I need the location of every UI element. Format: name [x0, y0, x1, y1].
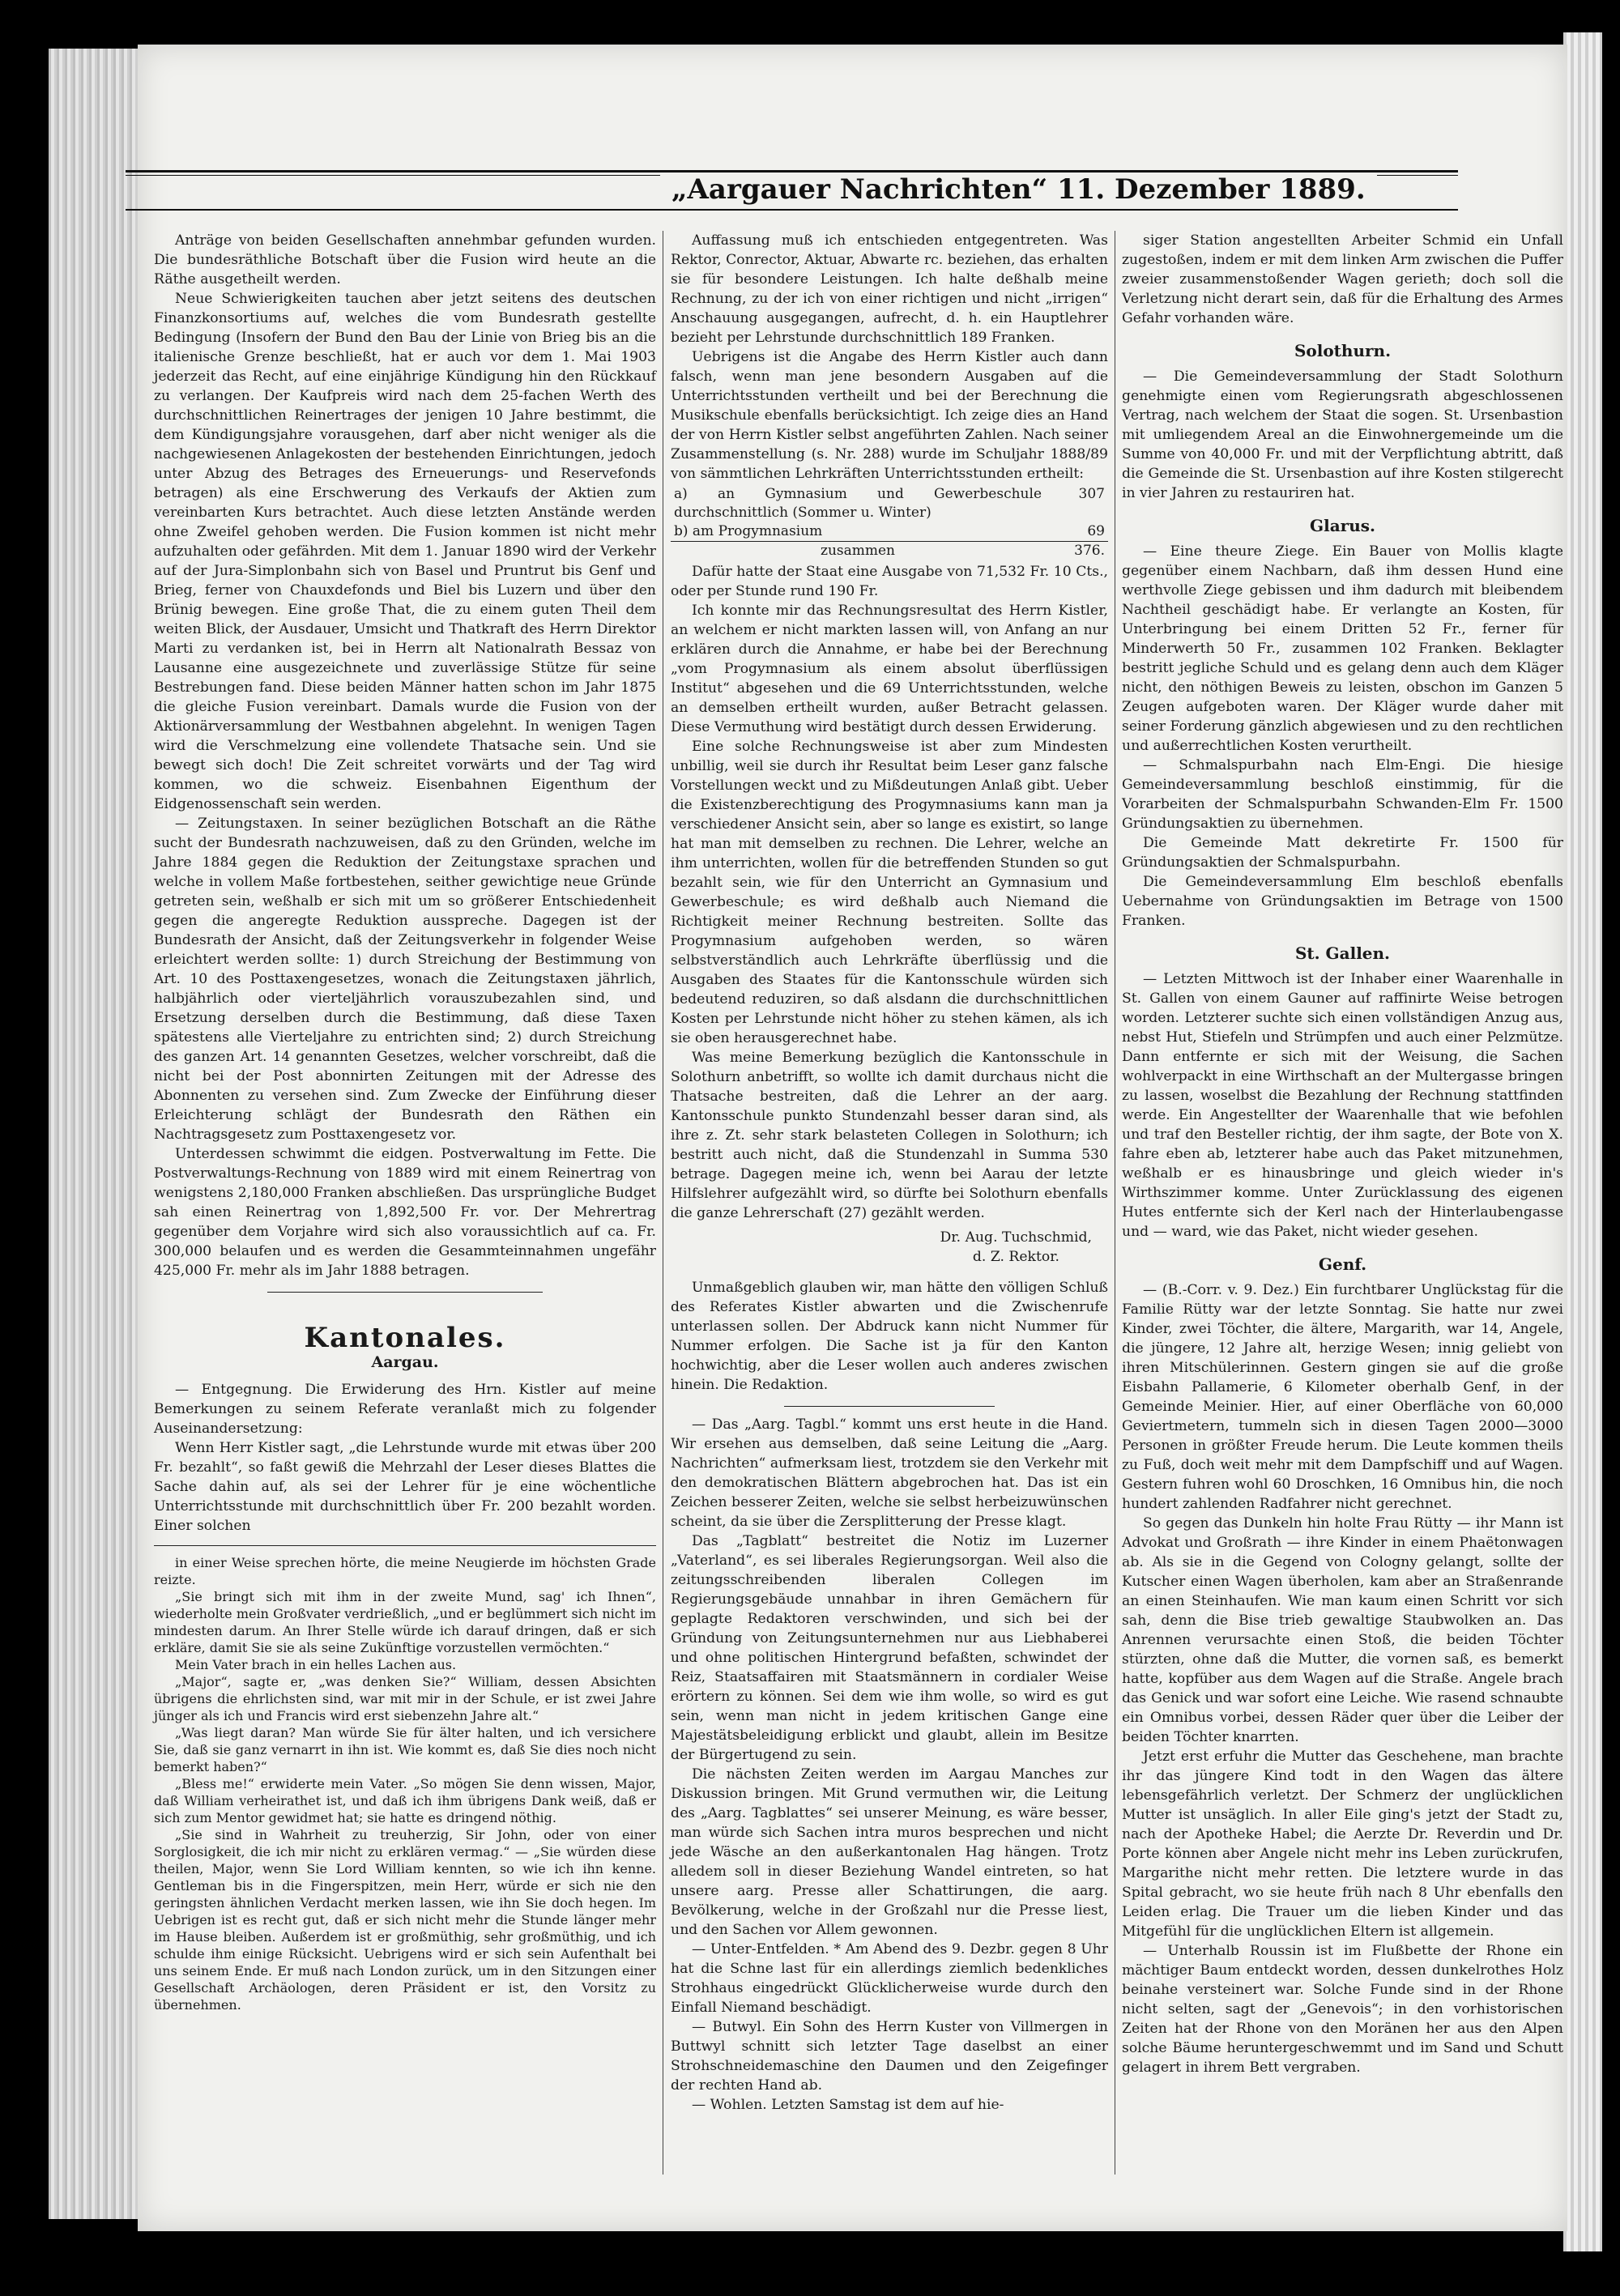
article-paragraph: — Das „Aarg. Tagbl.“ kommt uns erst heute in die Hand. Wir ersehen aus demselben, daß seine Leitung die „Aarg. Nachrichten“ aufmerksam liest, trotzdem sie den Verkehr mit den demokratischen Blättern abgebrochen hat. Das ist ein Zeichen besserer Zeiten, welche sie selbst herbeizuwünschen scheint, da sie über die Zersplitterung der Presse klagt.	[671, 1416, 1108, 1530]
column-left	[154, 231, 656, 2175]
article-paragraph: — Unter-Entfelden. * Am Abend des 9. Dezbr. gegen 8 Uhr hat die Schne last für ein allerdings ziemlich bedenkliches Strohhaus eingedrückt Glücklicherweise wurde durch den Einfall Niemand beschädigt.	[671, 1941, 1108, 2016]
article-paragraph: Eine solche Rechnungsweise ist aber zum Mindesten unbillig, weil sie durch ihr Resultat beim Leser ganz falsche Vorstellungen weckt und zu Mißdeutungen Anlaß gibt. Ueber die Existenzberechtigung des Progymnasiums kann man ja verschiedener Ansicht sein, aber so lange es existirt, so lange hat man mit demselben zu rechnen. Die Lehrer, welche an ihm unterrichten, wollen für die betreffenden Stunden so gut bezahlt sein, wie für den Unterricht an Gymnasium und Gewerbeschule; es wird deßhalb auch Niemand die Richtigkeit meiner Rechnung bestreiten. Sollte das Progymnasium aufgehoben werden, so wären selbstverständlich auch Lehrkräfte überflüssig und die Ausgaben des Staates für die Kantonsschule würden sich bedeutend reduziren, so daß alsdann die durchschnittlichen Kosten per Lehrstunde nicht höher zu stehen kämen, als ich sie oben herausgerechnet habe.	[671, 739, 1108, 1046]
article-paragraph: Die Gemeinde Matt dekretirte Fr. 1500 für Gründungsaktien der Schmalspurbahn.	[1122, 835, 1563, 871]
section-heading-st-gallen: St. Gallen.	[1294, 944, 1391, 963]
column-right	[1122, 231, 1563, 2175]
author-signature: Dr. Aug. Tuchschmid,	[940, 1229, 1092, 1246]
section-heading-aargau: Aargau.	[371, 1353, 439, 1371]
section-rule	[267, 1292, 543, 1293]
article-paragraph: — Unterhalb Roussin ist im Flußbette der Rhone ein mächtiger Baum entdeckt worden, dessen dunkelrothes Holz beinahe versteinert war. Solche Funde sind in der Rhone nicht selten, sagt der „Genevois“; in den vorhistorischen Zeiten hat der Rhone von den Moränen her aus den Alpen solche Bäume heruntergeschwemmt und im Sand und Schutt gelagert in ihrem Bett vergraben.	[1122, 1943, 1563, 2076]
editorial-note: Unmaßgeblich glauben wir, man hätte den völligen Schluß des Referates Kistler abwarten und die Zwischenrufe unterlassen sollen. Der Abdruck kann nicht Nummer für Nummer erfolgen. Die Sache ist ja für den Kanton hochwichtig, aber die Leser wollen auch anderes zwischen hinein. Die Redaktion.	[671, 1280, 1108, 1393]
feuilleton-paragraph: „Sie bringt sich mit ihm in der zweite Mund, sag' ich Ihnen“, wiederholte mein Großvater verdrießlich, „und er beglümmert sich nicht im mindesten darum. An Ihrer Stelle würde ich darauf dringen, daß er sich erkläre, damit Sie sie als seine Zukünftige vorzustellen vermöchten.“	[154, 1589, 656, 1655]
feuilleton	[154, 1554, 656, 2013]
table-row-total	[671, 542, 1108, 561]
masthead-rule-top	[126, 170, 1458, 173]
article-paragraph: Auffassung muß ich entschieden entgegentreten. Was Rektor, Conrector, Aktuar, Abwarte rc. beziehen, das erhalten sie für besondere Leistungen. Ich halte deßhalb meine Rechnung, zu der ich von einer richtigen und nicht „irrigen“ Anschauung ausgegangen, aufrecht, d. h. ein Hauptlehrer bezieht per Lehrstunde durchschnittlich 189 Franken.	[671, 232, 1108, 346]
article-paragraph: — Butwyl. Ein Sohn des Herrn Kuster von Villmergen in Buttwyl schnitt sich letzter Tage daselbst an einer Strohschneidemaschine den Daumen und den Zeigefinger der rechten Hand ab.	[671, 2019, 1108, 2094]
section-heading-kantonales: Kantonales.	[304, 1322, 506, 1354]
article-paragraph: — Letzten Mittwoch ist der Inhaber einer Waarenhalle in St. Gallen von einem Gauner auf raffinirte Weise betrogen worden. Letzterer suchte sich einen vollständigen Anzug aus, nebst Hut, Stiefeln und Strümpfen und auch einer Pelzmütze. Dann entfernte er sich mit der Weisung, die Sachen wohlverpackt in eine Wirthschaft an der Multergasse bringen zu lassen, woselbst die Bezahlung der Rechnung stattfinden werde. Ein Angestellter der Waarenhalle that wie befohlen und traf den Besteller richtig, der ihm sagte, der Bote von X. fahre eben ab, letzterer habe auch das Paket mitzunehmen, weßhalb er es hinausbringe und gleich wieder in's Wirthszimmer komme. Unter Zurücklassung des eigenen Hutes entfernte sich der Kerl nach der Hinterlaubengasse und — ward, wie das Paket, nicht wieder gesehen.	[1122, 971, 1563, 1240]
masthead	[126, 138, 1458, 219]
section-rule	[784, 1406, 995, 1407]
article-paragraph: — Schmalspurbahn nach Elm-Engi. Die hiesige Gemeindeversammlung beschloß einstimmig, für die Vorarbeiten der Schmalspurbahn Schwanden-Elm Fr. 1500 Gründungsaktien zu übernehmen.	[1122, 757, 1563, 832]
table-cell-label: b) am Progymnasium	[674, 523, 823, 539]
table-cell-value: 307	[1078, 486, 1105, 502]
table-cell-value: 376.	[1045, 542, 1108, 561]
feuilleton-paragraph: „Major“, sagte er, „was denken Sie?“ William, dessen Absichten übrigens die ehrlichsten sind, war mit mir in der Schule, er ist zwei Jahre jünger als ich und Francis wird erst siebenzehn Jahre alt.“	[154, 1674, 656, 1723]
table-cell-label: zusammen	[671, 542, 1045, 561]
article-paragraph: Die nächsten Zeiten werden im Aargau Manches zur Diskussion bringen. Mit Grund vermuthen wir, die Leitung des „Aarg. Tagblattes“ sei unserer Meinung, es wäre besser, man würde sich Sachen intra muros besprechen und nicht jede Wäsche an den außerkantonalen Hag hängen. Trotz alledem soll in dieser Beziehung Wandel eintreten, so hat unsere aarg. Presse aller Schattirungen, die aarg. Bevölkerung, welche in der Großzahl nur die Presse liest, und den Sachen vor Allem gewonnen.	[671, 1766, 1108, 1938]
feuilleton-paragraph: „Bless me!“ erwiderte mein Vater. „So mögen Sie denn wissen, Major, daß William verheirathet ist, und daß ich ihm übrigens Dank weiß, daß er sich zum Mentor gewidmet hat; sie hatte es dringend nöthig.	[154, 1776, 656, 1825]
article-paragraph: So gegen das Dunkeln hin holte Frau Rütty — ihr Mann ist Advokat und Großrath — ihre Kinder in einem Phaëtonwagen ab. Als sie in die Gegend von Cologny gelangt, sollte der Kutscher einen Wagen überholen, kam aber an Straßenrande an einen Steinhaufen. Wie man kaum einen Schritt vor sich sah, denn die Bise trieb gewaltige Staubwolken an. Das Anrennen verursachte einen Stoß, die beiden Töchter stürzten, ohne daß die Mutter, die vornen saß, es bemerkt hatte, kopfüber aus dem Wagen auf die Straße. Angele brach das Genick und war sofort eine Leiche. Wie rasend schnaubte ein Omnibus vorbei, dessen Räder quer über die Leiber der beiden Töchter knarrten.	[1122, 1515, 1563, 1745]
masthead-rule-bottom	[126, 209, 1458, 211]
author-title: d. Z. Rektor.	[972, 1249, 1059, 1265]
article-paragraph: Ich konnte mir das Rechnungsresultat des Herrn Kistler, an welchem er nicht markten lassen will, von Anfang an nur erklären durch die Annahme, er habe bei der Berechnung „vom Progymnasium als einem absolut überflüssigen Institut“ abgesehen und die 69 Unterrichtsstunden, welche an demselben ertheilt wurden, außer Betracht gelassen. Diese Vermuthung wird bestätigt durch dessen Erwiderung.	[671, 603, 1108, 735]
article-paragraph: Die Gemeindeversammlung Elm beschloß ebenfalls Uebernahme von Gründungsaktien im Betrage von 1500 Franken.	[1122, 874, 1563, 929]
article-paragraph: Unterdessen schwimmt die eidgen. Postverwaltung im Fette. Die Postverwaltungs-Rechnung von 1889 wird mit einem Reinertrag von wenigstens 2,180,000 Franken abschließen. Das ursprüngliche Budget sah einen Reinertrag von 1,892,500 Fr. vor. Der Mehrertrag gegenüber dem Vorjahre wird sich also voraussichtlich auf ca. Fr. 300,000 belaufen und es werden die Gesammteinnahmen ungefähr 425,000 Fr. mehr als im Jahr 1888 betragen.	[154, 1146, 656, 1279]
article-paragraph: siger Station angestellten Arbeiter Schmid ein Unfall zugestoßen, indem er mit dem linken Arm zwischen die Puffer zweier zusammenstoßender Wagen gerieth; doch soll die Verletzung nicht derart sein, daß für die Erhaltung des Armes Gefahr vorhanden wäre.	[1122, 232, 1563, 326]
article-paragraph: Uebrigens ist die Angabe des Herrn Kistler auch dann falsch, wenn man jene besondern Ausgaben auf die Unterrichtsstunden vertheilt und bei der Berechnung die Musikschule ebenfalls berücksichtigt. Ich zeige dies an Hand der von Herrn Kistler selbst angeführten Zahlen. Nach seiner Zusammenstellung (s. Nr. 288) wurde im Schuljahr 1888/89 von sämmtlichen Lehrkräften Unterrichtsstunden ertheilt:	[671, 349, 1108, 482]
column-middle	[671, 231, 1108, 2175]
newspaper-title: „Aargauer Nachrichten“ 11. Dezember 1889.	[660, 173, 1377, 206]
feuilleton-paragraph: „Sie sind in Wahrheit zu treuherzig, Sir John, oder von einer Sorglosigkeit, die ich mir nicht zu erklären vermag.“ — „Sie würden diese theilen, Major, wenn Sie Lord William kennten, so wie ich ihn kenne. Gentleman bis in die Fingerspitzen, mein Herr, würde er sich nie den geringsten ähnlichen Verdacht merken lassen, wie ihn Sie doch hegen. Im Uebrigen ist es recht gut, daß er sich nicht mehr die Stunde länger mehr im Hause bleiben. Außerdem ist er großmüthig, sehr großmüthig, und ich schulde ihm einige Rücksicht. Uebrigens wird er sich sein Aufenthalt bei uns seinem Ende. Er muß nach London zurück, um in den Sitzungen einer Gesellschaft Archäologen, deren Präsident er ist, den Vorsitz zu übernehmen.	[154, 1827, 656, 2013]
article-paragraph: — Die Gemeindeversammlung der Stadt Solothurn genehmigte einen vom Regierungsrath abgeschlossenen Vertrag, nach welchem der Staat die sogen. St. Ursenbastion mit umliegendem Areal an die Einwohnergemeinde um die Summe von 40,000 Fr. und mit der Verpflichtung abtritt, daß die Gemeinde die St. Ursenbastion auf ihre Kosten stilgerecht in vier Jahren zu restauriren hat.	[1122, 368, 1563, 501]
page-stack-right	[1563, 32, 1602, 2251]
article-paragraph: Das „Tagblatt“ bestreitet die Notiz im Luzerner „Vaterland“, es sei liberales Regierungsorgan. Weil also die zeitungsschreibenden liberalen Collegen im Regierungsgebäude unnahbar in ihren Gemächern für geplagte Redaktoren verschwinden, und sich bei der Gründung von Zeitungsunternehmen nur aus Liebhaberei und ohne politischen Hintergrund befaßten, schwindet der Reiz, Staatsaffairen mit Staatsmännern in cordialer Weise erörtern zu können. Sei dem wie ihm wolle, so wird es gut sein, wenn man nicht in jedem kritischen Gange eine Majestätsbeleidigung erblickt und glaubt, allein im Besitze der Bürgertugend zu sein.	[671, 1533, 1108, 1763]
article-paragraph: Dafür hatte der Staat eine Ausgabe von 71,532 Fr. 10 Cts., oder per Stunde rund 190 Fr.	[671, 564, 1108, 599]
article-paragraph: Jetzt erst erfuhr die Mutter das Geschehene, man brachte ihr das jüngere Kind todt in den Wagen das ältere lebensgefährlich verletzt. Der Schmerz der unglücklichen Mutter ist unsäglich. In aller Eile ging's jetzt der Stadt zu, nach der Apotheke Habel; die Aerzte Dr. Reverdin und Dr. Porte können aber Angele nicht mehr ins Leben zurückrufen, Margarithe nicht mehr retten. Die letztere wurde in das Spital gebracht, wo sie heute früh nach 8 Uhr ebenfalls den Leiden erlag. Die Trauer um die lieben Kinder und das Mitgefühl für die unglücklichen Eltern ist allgemein.	[1122, 1749, 1563, 1940]
article-paragraph: Was meine Bemerkung bezüglich die Kantonsschule in Solothurn anbetrifft, so wollte ich damit durchaus nicht die Thatsache bestreiten, daß die Lehrer an der aarg. Kantonsschule punkto Stundenzahl besser daran sind, als ihre z. Zt. sehr stark belasteten Collegen in Solothurn; ich bestritt auch nicht, daß die Stundenzahl in Summa 530 betrage. Dagegen meine ich, wenn bei Aarau der letzte Hilfslehrer aufgezählt wird, so dürfte bei Solothurn ebenfalls die ganze Lehrerschaft (27) gezählt werden.	[671, 1050, 1108, 1221]
article-paragraph: — Wohlen. Letzten Samstag ist dem auf hie-	[692, 2097, 1004, 2113]
section-heading-genf: Genf.	[1318, 1254, 1367, 1274]
article-paragraph: Anträge von beiden Gesellschaften annehmbar gefunden wurden. Die bundesräthliche Botschaft über die Fusion wird heute an die Räthe ausgetheilt werden.	[154, 232, 656, 288]
table-row	[671, 485, 1108, 522]
article-paragraph: — Zeitungstaxen. In seiner bezüglichen Botschaft an die Räthe sucht der Bundesrath nachzuweisen, daß zu den Gründen, welche im Jahre 1884 gegen die Reduktion der Zeitungstaxe sprachen und welche in vollem Maße fortbestehen, seither gewichtige neue Gründe getreten sein, weßhalb er sich mit um so größerer Entschiedenheit gegen die angeregte Reduktion ausspreche. Dagegen ist der Bundesrath der Ansicht, daß der Zeitungsverkehr in folgender Weise erleichtert werden sollte: 1) durch Streichung der Bestimmung von Art. 10 des Posttaxengesetzes, wonach die Zeitungstaxen jährlich, halbjährlich oder vierteljährlich vorauszubezahlen sind, und Ersetzung derselben durch die Bestimmung, daß diese Taxen spätestens alle Vierteljahre zu entrichten sind; 2) durch Streichung des ganzen Art. 14 genannten Gesetzes, welcher vorschreibt, daß die nicht bei der Post abonnirten Zeitungen mit der Adresse des Abonnenten zu versehen sind. Zum Zwecke der Einführung dieser Erleichterung schlägt der Bundesrath den Räthen ein Nachtragsgesetz zum Posttaxengesetz vor.	[154, 816, 656, 1143]
article-paragraph: — Entgegnung. Die Erwiderung des Hrn. Kistler auf meine Bemerkungen zu seinem Referate veranlaßt mich zu folgender Auseinandersetzung:	[154, 1382, 656, 1437]
section-heading-glarus: Glarus.	[1310, 516, 1375, 535]
article-paragraph: Neue Schwierigkeiten tauchen aber jetzt seitens des deutschen Finanzkonsortiums auf, welches die vom Bundesrath gestellte Bedingung (Insofern der Bund den Bau der Linie von Brieg bis an die italienische Grenze beschließt, hat er auch vor dem 1. Mai 1903 jederzeit das Recht, auf eine einjährige Kündigung hin den Rückkauf zu verlangen. Der Kaufpreis wird nach dem 25-fachen Werth des durchschnittlichen Reinertrages der jenigen 10 Jahre bestimmt, die dem Kündigungsjahre vorausgehen, darf aber nicht weniger als die nachgewiesenen Anlagekosten der bestehenden Einrichtungen, jedoch unter Abzug des Betrages des Erneuerungs- und Reservefonds betragen) als eine Erschwerung des Verkaufs der Aktien zum vereinbarten Kurs betrachtet. Auch diese letzten Anstände werden ohne Zweifel gehoben werden. Die Fusion kommen ist nicht mehr aufzuhalten oder gefährden. Mit dem 1. Januar 1890 wird der Verkehr auf der Jura-Simplonbahn sich von Basel und Pruntrut bis Genf und Brieg, ferner von Chauxdefonds und Biel bis Luzern und über den Brünig bewegen. Eine große That, die zu einem guten Theil dem weiten Blick, der Ausdauer, Umsicht und Thatkraft des Herrn Direktor Marti zu verdanken ist, bei in Herrn alt Nationalrath Bessaz von Lausanne eine ausgezeichnete und zuverlässige Stütze für seine Bestrebungen fand. Diese beiden Männer hatten schon im Jahr 1875 die gleiche Fusion vereinbart. Damals wurde die Fusion von der Aktionärversammlung der Westbahnen abgelehnt. In wenigen Tagen wird die Verschmelzung eine vollendete Thatsache sein. Und sie bewegt sich doch! Die Zeit schreitet vorwärts und der Tag wird kommen, wo die schweiz. Eisenbahnen Eigenthum der Eidgenossenschaft sein werden.	[154, 291, 656, 812]
table-cell-value: 69	[1087, 523, 1105, 539]
feuilleton-rule	[154, 1545, 656, 1546]
feuilleton-paragraph: in einer Weise sprechen hörte, die meine Neugierde im höchsten Grade reizte.	[154, 1555, 656, 1587]
feuilleton-paragraph: „Was liegt daran? Man würde Sie für älter halten, und ich versichere Sie, daß sie ganz vernarrt in ihn ist. Wie kommt es, daß Sie dies noch nicht bemerkt haben?“	[154, 1725, 656, 1774]
table-row	[671, 522, 1108, 542]
feuilleton-paragraph: Mein Vater brach in ein helles Lachen aus.	[175, 1657, 457, 1672]
article-paragraph: — Eine theure Ziege. Ein Bauer von Mollis klagte gegenüber einem Nachbarn, daß ihm dessen Hund eine werthvolle Ziege gebissen und ihm dadurch mit bleibendem Nachtheil geschädigt habe. Er verlangte an Kosten, für Unterbringung bei einem Dritten 52 Fr., ferner für Minderwerth 50 Fr., zusammen 102 Franken. Beklagter bestritt jegliche Schuld und es gelang denn auch dem Kläger nicht, den nöthigen Beweis zu leisten, obschon im Ganzen 5 Zeugen aufgeboten waren. Der Kläger wurde daher mit seiner Forderung gänzlich abgewiesen und zu den rechtlichen und außerrechtlichen Kosten verurtheilt.	[1122, 543, 1563, 754]
section-heading-solothurn: Solothurn.	[1294, 341, 1392, 360]
lesson-hours-table	[671, 485, 1108, 560]
article-paragraph: — (B.-Corr. v. 9. Dez.) Ein furchtbarer Unglückstag für die Familie Rütty war der letzte Sonntag. Sie hatte nur zwei Kinder, zwei Töchter, die ältere, Margarith, war 14, Angele, die jüngere, 12 Jahre alt, herzige Wesen; innig geliebt von ihren Mitschülerinnen. Gestern gingen sie auf die große Eisbahn Pallamerie, 6 Kilometer oberhalb Genf, in der Gemeinde Meinier. Hier, auf einer Oberfläche von 60,000 Geviertmetern, tummeln sich in diesen Tagen 2000—3000 Personen in größter Freude herum. Die Leute kommen theils zu Fuß, doch weit mehr mit dem Dampfschiff und auf Wagen. Gestern fuhren wohl 60 Droschken, 16 Omnibus hin, die noch hundert zahlenden Radfahrer nicht gerechnet.	[1122, 1282, 1563, 1512]
table-cell-label: a) an Gymnasium und Gewerbeschule durchschnittlich (Sommer u. Winter)	[674, 486, 1042, 521]
article-paragraph: Wenn Herr Kistler sagt, „die Lehrstunde wurde mit etwas über 200 Fr. bezahlt“, so faßt gewiß die Mehrzahl der Leser dieses Blattes die Sache dahin auf, als sei der Lehrer für je eine wöchentliche Unterrichtsstunde mit durchschnittlich über Fr. 200 bezahlt worden. Einer solchen	[154, 1440, 656, 1534]
